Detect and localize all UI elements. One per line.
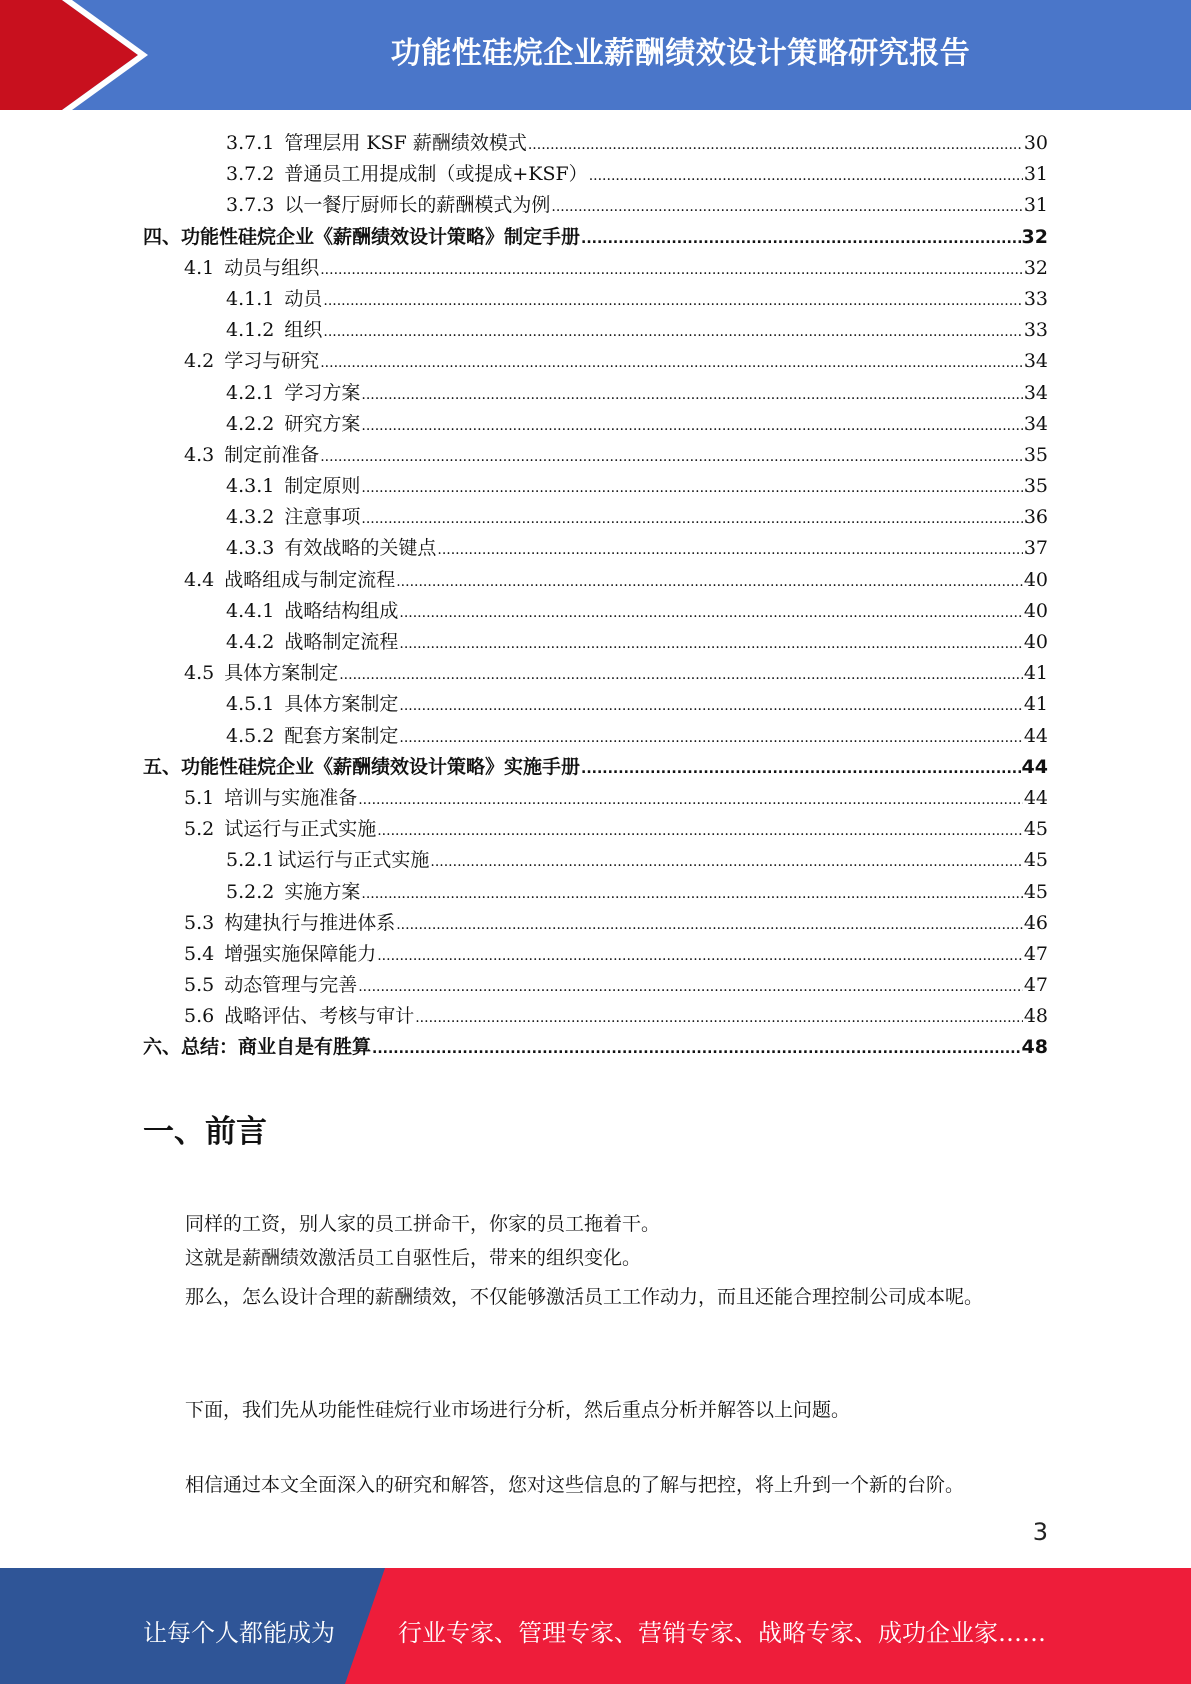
toc-entry-page: 48 xyxy=(1023,1005,1048,1028)
toc-entry[interactable] xyxy=(143,970,1048,1001)
toc-entry-title: 管理层用 KSF 薪酬绩效模式 xyxy=(284,132,527,154)
toc-entry-title: 组织 xyxy=(284,319,323,342)
toc-leader-dots xyxy=(361,886,1022,902)
toc-entry-page: 33 xyxy=(1023,319,1048,342)
toc-entry[interactable] xyxy=(143,939,1048,970)
toc-entry-page: 32 xyxy=(1023,256,1048,279)
toc-entry-number: 4.4 xyxy=(184,568,215,591)
toc-entry[interactable] xyxy=(143,159,1048,190)
toc-entry-title: 学习与研究 xyxy=(224,350,320,373)
toc-entry-page: 40 xyxy=(1023,631,1048,653)
toc-entry-number: 4.3 xyxy=(184,443,215,466)
toc-entry[interactable] xyxy=(143,658,1048,689)
toc-entry-page: 41 xyxy=(1023,662,1048,685)
toc-entry-number: 3.7.3 xyxy=(226,194,275,217)
toc-entry[interactable] xyxy=(143,565,1048,596)
toc-entry-number: 4.5.2 xyxy=(226,724,275,747)
toc-entry-page: 44 xyxy=(1023,786,1048,809)
toc-leader-dots xyxy=(320,449,1023,465)
toc-entry-title: 战略制定流程 xyxy=(284,631,399,653)
toc-leader-dots xyxy=(323,293,1022,309)
page-number: 3 xyxy=(1032,1518,1048,1546)
toc-entry-page: 40 xyxy=(1023,568,1048,591)
toc-entry-page: 34 xyxy=(1023,350,1048,373)
toc-leader-dots xyxy=(430,854,1022,870)
toc-entry-number: 5.2.1 xyxy=(226,849,275,872)
toc-leader-dots xyxy=(339,667,1023,683)
toc-entry[interactable] xyxy=(143,814,1048,845)
toc-entry[interactable] xyxy=(143,721,1048,752)
toc-entry-title: 培训与实施准备 xyxy=(224,786,358,809)
toc-entry-title: 战略结构组成 xyxy=(284,599,399,622)
toc-leader-dots xyxy=(396,574,1023,590)
toc-entry-number: 4.4.1 xyxy=(226,599,275,622)
toc-leader-dots xyxy=(589,168,1023,184)
toc-entry-number: 4.1.1 xyxy=(226,287,275,310)
toc-leader-dots xyxy=(581,761,1021,777)
toc-entry[interactable] xyxy=(143,783,1048,814)
toc-entry-number: 5.4 xyxy=(184,942,215,965)
toc-entry[interactable] xyxy=(143,1001,1048,1032)
toc-entry-title: 注意事项 xyxy=(284,506,361,529)
paragraph: 那么，怎么设计合理的薪酬绩效，不仅能够激活员工工作动力，而且还能合理控制公司成本呢。 xyxy=(185,1286,984,1308)
toc-entry-number: 4.1.2 xyxy=(226,319,275,342)
toc-entry[interactable] xyxy=(143,533,1048,564)
toc-entry[interactable] xyxy=(143,222,1048,253)
toc-leader-dots xyxy=(372,1041,1021,1057)
paragraph: 同样的工资，别人家的员工拼命干，你家的员工拖着干。 xyxy=(185,1213,661,1235)
toc-entry-page: 36 xyxy=(1023,506,1048,529)
toc-entry-page: 34 xyxy=(1023,381,1048,404)
toc-entry[interactable] xyxy=(143,502,1048,533)
toc-entry[interactable] xyxy=(143,877,1048,908)
toc-entry-title: 战略组成与制定流程 xyxy=(224,568,396,591)
toc-entry[interactable] xyxy=(143,1032,1048,1063)
toc-entry-page: 44 xyxy=(1023,724,1048,747)
toc-entry-page: 45 xyxy=(1023,849,1048,872)
toc-entry-number: 4.3.1 xyxy=(226,475,275,498)
toc-entry-number: 3.7.1 xyxy=(226,132,275,154)
toc-entry-title: 战略评估、考核与审计 xyxy=(224,1005,415,1028)
toc-leader-dots xyxy=(528,137,1023,153)
toc-leader-dots xyxy=(361,480,1022,496)
toc-entry-page: 30 xyxy=(1023,132,1048,154)
toc-entry-page: 47 xyxy=(1023,942,1048,965)
toc-leader-dots xyxy=(361,511,1022,527)
toc-entry-number: 3.7.2 xyxy=(226,163,275,186)
footer-slogan-left: 让每个人都能成为 xyxy=(143,1619,335,1647)
toc-entry-page: 31 xyxy=(1023,194,1048,217)
toc-leader-dots xyxy=(320,355,1023,371)
toc-entry[interactable] xyxy=(143,315,1048,346)
toc-entry-title: 试运行与正式实施 xyxy=(277,849,430,872)
toc-leader-dots xyxy=(551,199,1022,215)
toc-entry-number: 4.5 xyxy=(184,662,215,685)
page-header xyxy=(0,0,1191,110)
toc-entry-page: 48 xyxy=(1021,1036,1048,1059)
footer-slogan-right: 行业专家、管理专家、营销专家、战略专家、成功企业家…… xyxy=(398,1619,1046,1647)
toc-entry[interactable] xyxy=(143,908,1048,939)
header-arrow-decoration xyxy=(0,0,200,110)
toc-entry-page: 45 xyxy=(1023,818,1048,841)
toc-entry-number: 4.2 xyxy=(184,350,215,373)
toc-entry-page: 46 xyxy=(1023,911,1048,934)
toc-entry-page: 33 xyxy=(1023,287,1048,310)
toc-entry-title: 具体方案制定 xyxy=(224,662,339,685)
report-title: 功能性硅烷企业薪酬绩效设计策略研究报告 xyxy=(390,36,971,71)
toc-entry-number: 5.2 xyxy=(184,818,215,841)
toc-entry-number: 4.2.1 xyxy=(226,381,275,404)
toc-leader-dots xyxy=(358,979,1023,995)
toc-leader-dots xyxy=(377,823,1023,839)
toc-entry[interactable] xyxy=(143,689,1048,720)
toc-leader-dots xyxy=(399,698,1022,714)
toc-entry-page: 31 xyxy=(1023,163,1048,186)
toc-entry-page: 44 xyxy=(1021,755,1048,778)
paragraph: 这就是薪酬绩效激活员工自驱性后，带来的组织变化。 xyxy=(185,1247,642,1269)
toc-entry-number: 4.3.2 xyxy=(226,506,275,529)
toc-entry-page: 35 xyxy=(1023,443,1048,466)
toc-entry-title: 动员 xyxy=(284,287,323,310)
toc-leader-dots xyxy=(399,605,1022,621)
toc-entry[interactable] xyxy=(143,128,1048,159)
toc-entry-number: 4.2.2 xyxy=(226,412,275,435)
toc-entry-page: 32 xyxy=(1021,225,1048,248)
toc-leader-dots xyxy=(361,387,1022,403)
toc-entry-number: 4.3.3 xyxy=(226,537,275,560)
toc-entry-number: 4.4.2 xyxy=(226,631,275,653)
toc-leader-dots xyxy=(361,418,1022,434)
toc-entry-title: 学习方案 xyxy=(284,381,361,404)
toc-entry[interactable] xyxy=(143,346,1048,377)
toc-entry-page: 37 xyxy=(1023,537,1048,560)
toc-entry-title: 具体方案制定 xyxy=(284,693,399,716)
toc-entry[interactable] xyxy=(143,190,1048,221)
toc-entry-number: 4.5.1 xyxy=(226,693,275,716)
toc-entry-title: 有效战略的关键点 xyxy=(284,537,437,560)
toc-entry-title: 动员与组织 xyxy=(224,256,320,279)
toc-entry[interactable] xyxy=(143,409,1048,440)
toc-entry-title: 制定原则 xyxy=(284,475,361,498)
toc-entry-number: 5.3 xyxy=(184,911,215,934)
toc-entry-number: 5.2.2 xyxy=(226,880,275,903)
toc-entry-title: 六、总结：商业自是有胜算 xyxy=(143,1036,372,1059)
toc-entry[interactable] xyxy=(143,378,1048,409)
toc-entry[interactable] xyxy=(143,471,1048,502)
toc-entry-title: 五、功能性硅烷企业《薪酬绩效设计策略》实施手册 xyxy=(143,755,581,778)
table-of-contents xyxy=(143,128,1048,1064)
toc-leader-dots xyxy=(358,792,1023,808)
paragraph: 下面，我们先从功能性硅烷行业市场进行分析，然后重点分析并解答以上问题。 xyxy=(185,1399,851,1421)
toc-entry[interactable] xyxy=(143,845,1048,876)
toc-entry-title: 四、功能性硅烷企业《薪酬绩效设计策略》制定手册 xyxy=(143,225,581,248)
toc-entry-title: 试运行与正式实施 xyxy=(224,818,377,841)
toc-entry-title: 以一餐厅厨师长的薪酬模式为例 xyxy=(284,194,551,217)
toc-leader-dots xyxy=(399,636,1022,652)
toc-entry-page: 41 xyxy=(1023,693,1048,716)
toc-entry[interactable] xyxy=(143,627,1048,658)
toc-leader-dots xyxy=(399,730,1022,746)
toc-entry[interactable] xyxy=(143,440,1048,471)
toc-leader-dots xyxy=(377,948,1023,964)
section-heading: 一、前言 xyxy=(143,1114,267,1150)
toc-entry[interactable] xyxy=(143,596,1048,627)
toc-entry-title: 构建执行与推进体系 xyxy=(224,911,396,934)
toc-leader-dots xyxy=(581,231,1021,247)
toc-entry-title: 配套方案制定 xyxy=(284,724,399,747)
toc-entry-title: 制定前准备 xyxy=(224,443,320,466)
page-footer xyxy=(0,1568,1191,1684)
toc-entry-page: 47 xyxy=(1023,974,1048,997)
paragraph: 相信通过本文全面深入的研究和解答，您对这些信息的了解与把控，将上升到一个新的台阶。 xyxy=(185,1474,965,1496)
toc-leader-dots xyxy=(323,324,1022,340)
toc-leader-dots xyxy=(396,917,1023,933)
toc-entry-number: 5.6 xyxy=(184,1005,215,1028)
toc-entry-number: 5.1 xyxy=(184,786,215,809)
toc-entry-page: 35 xyxy=(1023,475,1048,498)
toc-entry-title: 动态管理与完善 xyxy=(224,974,358,997)
toc-entry-number: 4.1 xyxy=(184,256,215,279)
toc-entry-page: 34 xyxy=(1023,412,1048,435)
toc-entry-number: 5.5 xyxy=(184,974,215,997)
toc-leader-dots xyxy=(415,1010,1023,1026)
toc-entry-title: 研究方案 xyxy=(284,412,361,435)
toc-leader-dots xyxy=(320,262,1023,278)
toc-entry-page: 40 xyxy=(1023,599,1048,622)
toc-entry-title: 普通员工用提成制（或提成+KSF） xyxy=(284,163,588,186)
toc-entry-title: 增强实施保障能力 xyxy=(224,942,377,965)
toc-entry-page: 45 xyxy=(1023,880,1048,903)
toc-entry[interactable] xyxy=(143,253,1048,284)
toc-entry[interactable] xyxy=(143,284,1048,315)
toc-entry-title: 实施方案 xyxy=(284,880,361,903)
toc-entry[interactable] xyxy=(143,752,1048,783)
toc-leader-dots xyxy=(437,542,1022,558)
